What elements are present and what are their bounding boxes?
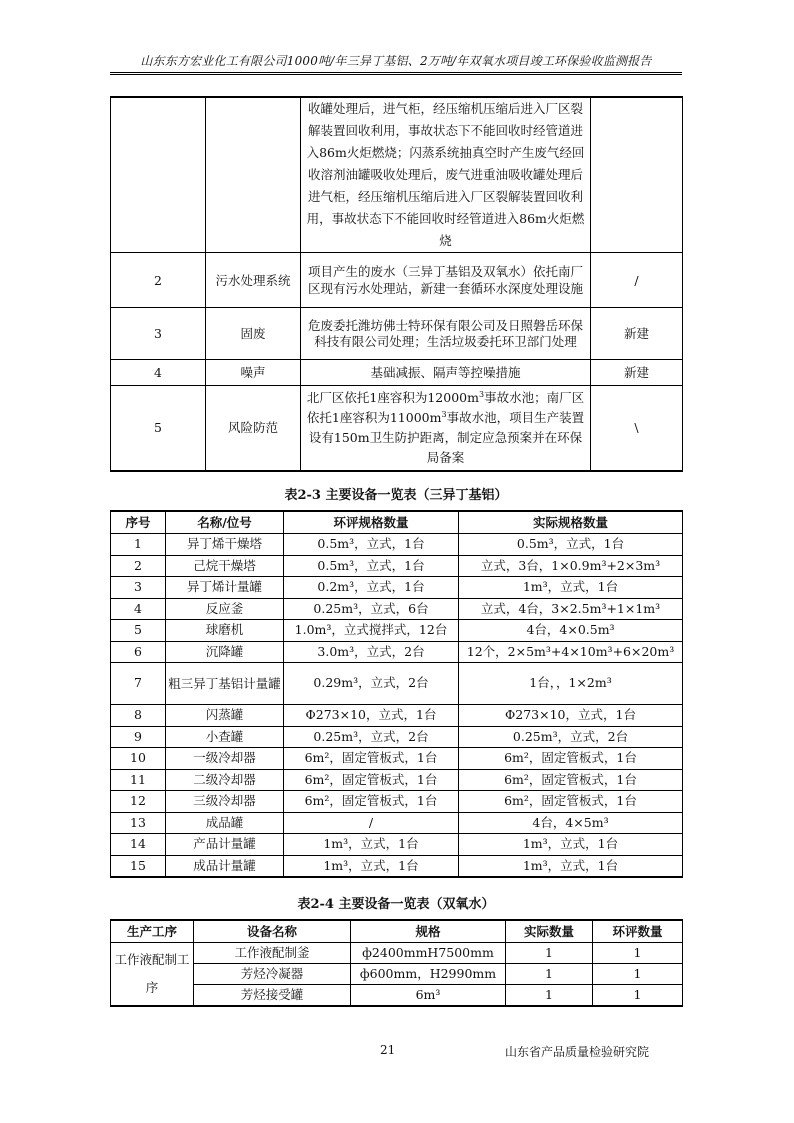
- actual-spec: 12个，2×5m³+4×10m³+6×20m³: [459, 641, 683, 663]
- actual-spec: 1m³，立式，1台: [459, 577, 683, 599]
- actual-spec: 6m²，固定管板式，1台: [459, 769, 683, 791]
- row-remark: [591, 97, 683, 253]
- row-number: 5: [111, 386, 206, 471]
- eia-spec: 0.5m³，立式，1台: [284, 555, 459, 577]
- row-remark: /: [591, 253, 683, 308]
- table-row: [111, 812, 683, 834]
- table-row: [111, 620, 683, 642]
- equipment-name: 成品罐: [166, 812, 284, 834]
- eia-spec: 3.0m³，立式，2台: [284, 641, 459, 663]
- env-measures-table: [110, 96, 683, 472]
- report-header-title: 山东东方宏业化工有限公司1000吨/年三异丁基铝、2万吨/年双氧水项目竣工环保验收监测报告: [140, 54, 652, 68]
- row-number: 9: [111, 726, 166, 748]
- table-row: [111, 769, 683, 791]
- table-row: [111, 534, 683, 556]
- actual-spec: 0.5m³，立式，1台: [459, 534, 683, 556]
- eia-spec: /: [284, 812, 459, 834]
- actual-spec: 1台，，1×2m³: [459, 663, 683, 705]
- eia-qty: 1: [593, 985, 683, 1007]
- row-number: 15: [111, 855, 166, 877]
- actual-spec: 1m³，立式，1台: [459, 855, 683, 877]
- row-description: 基础减振、隔声等控噪措施: [301, 360, 591, 386]
- eia-spec: Φ273×10，立式，1台: [284, 705, 459, 727]
- table-row: [111, 598, 683, 620]
- table-row: [111, 577, 683, 599]
- equipment-table-tibal: [110, 510, 683, 878]
- actual-spec: 立式，3台，1×0.9m³+2×3m³: [459, 555, 683, 577]
- table-row: [111, 641, 683, 663]
- row-number: 14: [111, 834, 166, 856]
- row-number: 4: [111, 598, 166, 620]
- row-number: 2: [111, 253, 206, 308]
- equipment-name: 粗三异丁基铝计量罐: [166, 663, 284, 705]
- eia-spec: 6m²，固定管板式，1台: [284, 769, 459, 791]
- eia-spec: 0.2m³，立式，1台: [284, 577, 459, 599]
- row-number: 2: [111, 555, 166, 577]
- eia-qty: 1: [593, 964, 683, 985]
- eia-spec: 1m³，立式，1台: [284, 834, 459, 856]
- row-number: 3: [111, 577, 166, 599]
- col-header: 设备名称: [194, 920, 351, 943]
- table-2-3-caption: 表2-3 主要设备一览表（三异丁基铝）: [284, 488, 508, 503]
- page-number: 21: [380, 1043, 396, 1057]
- row-description: 北厂区依托1座容积为$12000m^3$事故水池；南厂区依托1座容积为$11000m^3$事故水池，项目生产装置设有150m卫生防护距离，制定应急预案并在环保局备案: [301, 386, 591, 471]
- spec: 6m³: [351, 985, 506, 1007]
- table-row: [111, 855, 683, 877]
- row-number: 13: [111, 812, 166, 834]
- actual-qty: 1: [506, 943, 593, 964]
- equipment-name: 一级冷却器: [166, 748, 284, 770]
- actual-spec: 0.25m³，立式，2台: [459, 726, 683, 748]
- table-row: [111, 834, 683, 856]
- actual-spec: 4台，4×5m³: [459, 812, 683, 834]
- spec: ф600mm，H2990mm: [351, 964, 506, 985]
- row-number: 12: [111, 791, 166, 813]
- table-2-4-caption: 表2-4 主要设备一览表（双氧水）: [297, 897, 495, 912]
- equipment-name: 芳烃冷凝器: [194, 964, 351, 985]
- col-header: 序号: [111, 511, 166, 534]
- equipment-name: 小查罐: [166, 726, 284, 748]
- equipment-name: 反应釜: [166, 598, 284, 620]
- equipment-table-h2o2: [110, 919, 683, 1007]
- row-description: 危废委托潍坊佛士特环保有限公司及日照磐岳环保科技有限公司处理；生活垃圾委托环卫部门处理: [301, 308, 591, 360]
- table-row: [111, 386, 683, 471]
- table-header-row: [111, 920, 683, 943]
- actual-spec: 立式，4台，3×2.5m³+1×1m³: [459, 598, 683, 620]
- actual-spec: 6m²，固定管板式，1台: [459, 791, 683, 813]
- row-name: 风险防范: [206, 386, 301, 471]
- row-name: [206, 97, 301, 253]
- header-rule: [110, 72, 682, 75]
- equipment-name: 成品计量罐: [166, 855, 284, 877]
- row-name: 噪声: [206, 360, 301, 386]
- equipment-name: 己烷干燥塔: [166, 555, 284, 577]
- row-number: [111, 97, 206, 253]
- row-description: 收罐处理后，进气柜，经压缩机压缩后进入厂区裂解装置回收利用，事故状态下不能回收时经管道进入86m火炬燃烧；闪蒸系统抽真空时产生废气经回收溶剂油罐吸收处理后，废气进重油吸收罐处理后进气柜，经压缩机压缩后进入厂区裂解装置回收利用，事故状态下不能回收时经管道进入86m火炬燃烧: [301, 97, 591, 253]
- table-row: [111, 964, 683, 985]
- col-header: 生产工序: [111, 920, 194, 943]
- row-description: 项目产生的废水（三异丁基铝及双氧水）依托南厂区现有污水处理站，新建一套循环水深度处理设施: [301, 253, 591, 308]
- footer-organization: 山东省产品质量检验研究院: [505, 1045, 650, 1059]
- row-remark: \: [591, 386, 683, 471]
- eia-spec: 1m³，立式，1台: [284, 855, 459, 877]
- table-row: [111, 943, 683, 964]
- col-header: 实际数量: [506, 920, 593, 943]
- table-row: [111, 748, 683, 770]
- table-row: [111, 97, 683, 253]
- actual-qty: 1: [506, 964, 593, 985]
- row-name: 固废: [206, 308, 301, 360]
- equipment-name: 二级冷却器: [166, 769, 284, 791]
- eia-spec: 0.5m³，立式，1台: [284, 534, 459, 556]
- table-row: [111, 705, 683, 727]
- table-row: [111, 985, 683, 1007]
- col-header: 规格: [351, 920, 506, 943]
- table-row: [111, 663, 683, 705]
- eia-spec: 6m²，固定管板式，1台: [284, 748, 459, 770]
- table-row: [111, 360, 683, 386]
- actual-spec: 6m²，固定管板式，1台: [459, 748, 683, 770]
- row-name: 污水处理系统: [206, 253, 301, 308]
- col-header: 实际规格数量: [459, 511, 683, 534]
- eia-spec: 0.29m³，立式，2台: [284, 663, 459, 705]
- spec: ф2400mmH7500mm: [351, 943, 506, 964]
- equipment-name: 异丁烯干燥塔: [166, 534, 284, 556]
- row-number: 11: [111, 769, 166, 791]
- equipment-name: 三级冷却器: [166, 791, 284, 813]
- col-header: 环评规格数量: [284, 511, 459, 534]
- eia-spec: 0.25m³，立式，6台: [284, 598, 459, 620]
- table-header-row: [111, 511, 683, 534]
- table-row: [111, 726, 683, 748]
- equipment-name: 沉降罐: [166, 641, 284, 663]
- row-number: 5: [111, 620, 166, 642]
- row-number: 10: [111, 748, 166, 770]
- equipment-name: 产品计量罐: [166, 834, 284, 856]
- equipment-name: 芳烃接受罐: [194, 985, 351, 1007]
- actual-spec: Φ273×10，立式，1台: [459, 705, 683, 727]
- row-number: 4: [111, 360, 206, 386]
- col-header: 环评数量: [593, 920, 683, 943]
- row-number: 6: [111, 641, 166, 663]
- row-number: 7: [111, 663, 166, 705]
- row-remark: 新建: [591, 308, 683, 360]
- equipment-name: 工作液配制釜: [194, 943, 351, 964]
- row-remark: 新建: [591, 360, 683, 386]
- equipment-name: 闪蒸罐: [166, 705, 284, 727]
- process-name: 工作液配制工序: [111, 943, 194, 1007]
- table-row: [111, 253, 683, 308]
- actual-spec: 1m³，立式，1台: [459, 834, 683, 856]
- row-number: 8: [111, 705, 166, 727]
- col-header: 名称/位号: [166, 511, 284, 534]
- eia-spec: 6m²，固定管板式，1台: [284, 791, 459, 813]
- equipment-name: 球磨机: [166, 620, 284, 642]
- eia-spec: 0.25m³，立式，2台: [284, 726, 459, 748]
- row-number: 3: [111, 308, 206, 360]
- table-row: [111, 555, 683, 577]
- table-row: [111, 791, 683, 813]
- eia-spec: 1.0m³，立式搅拌式，12台: [284, 620, 459, 642]
- row-number: 1: [111, 534, 166, 556]
- table-row: [111, 308, 683, 360]
- actual-spec: 4台，4×0.5m³: [459, 620, 683, 642]
- equipment-name: 异丁烯计量罐: [166, 577, 284, 599]
- actual-qty: 1: [506, 985, 593, 1007]
- eia-qty: 1: [593, 943, 683, 964]
